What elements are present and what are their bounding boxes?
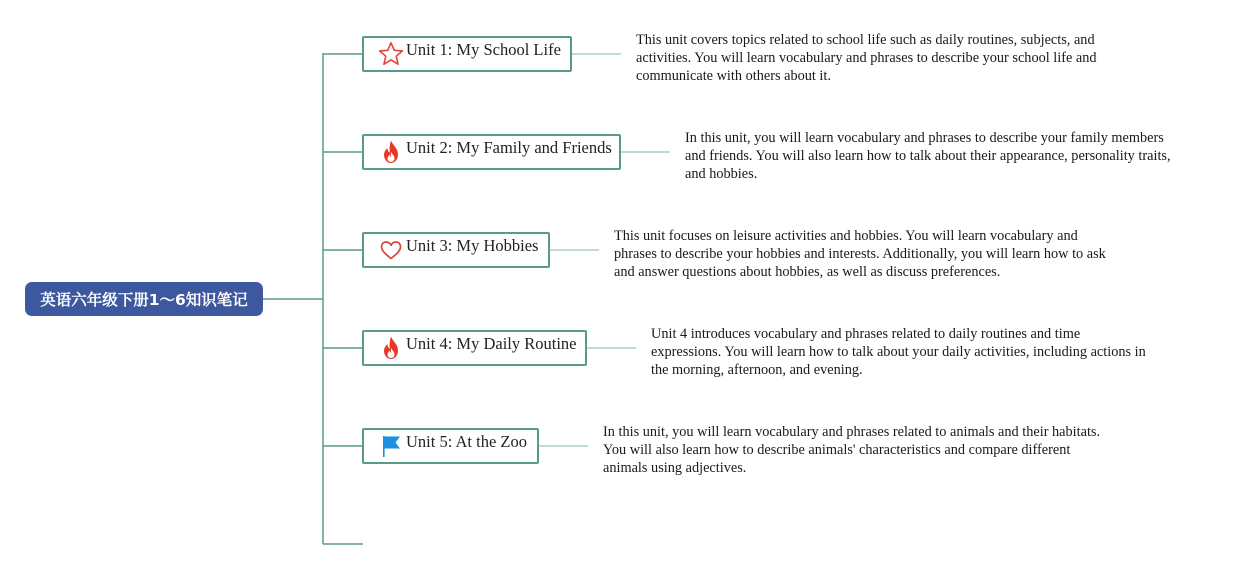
unit-4-title: Unit 4: My Daily Routine xyxy=(406,334,577,353)
unit-2-note: In this unit, you will learn vocabulary and phrases to describe your family members and friends. You will also learn how to talk about their appearance, personality traits, and hobbies. xyxy=(685,130,1171,182)
unit-3-note: This unit focuses on leisure activities and hobbies. You will learn vocabulary and phrases to describe your hobbies and interests. Additionally, you will learn how to ask and answer questions about hobbies, as well as discuss preferences. xyxy=(614,228,1106,280)
heart-icon xyxy=(378,237,404,263)
unit-3-topic[interactable] xyxy=(362,232,550,268)
flag-icon xyxy=(378,433,404,459)
central-topic-label: 英语六年级下册1～6知识笔记 xyxy=(40,291,248,309)
unit-1-title: Unit 1: My School Life xyxy=(406,40,561,59)
unit-5-title: Unit 5: At the Zoo xyxy=(406,432,527,451)
unit-1-topic[interactable] xyxy=(362,36,572,72)
unit-5-topic[interactable] xyxy=(362,428,539,464)
unit-1-note: This unit covers topics related to school life such as daily routines, subjects, and activities. You will learn vocabulary and phrases to describe your school life and communicate with others about it. xyxy=(636,32,1097,84)
unit-3-title: Unit 3: My Hobbies xyxy=(406,236,539,255)
unit-4-note: Unit 4 introduces vocabulary and phrases related to daily routines and time expressions. You will learn how to talk about your daily activities, including actions in the morning, afternoon, and evening. xyxy=(651,326,1146,378)
unit-2-topic[interactable] xyxy=(362,134,621,170)
star-icon xyxy=(378,41,404,67)
unit-5-note: In this unit, you will learn vocabulary and phrases related to animals and their habitats. You will also learn how to describe animals' characteristics and compare different animals using adjectives. xyxy=(603,424,1101,476)
central-topic[interactable] xyxy=(25,282,263,316)
unit-4-topic[interactable] xyxy=(362,330,587,366)
fire-icon xyxy=(378,139,404,165)
fire-icon xyxy=(378,335,404,361)
unit-2-title: Unit 2: My Family and Friends xyxy=(406,138,612,157)
